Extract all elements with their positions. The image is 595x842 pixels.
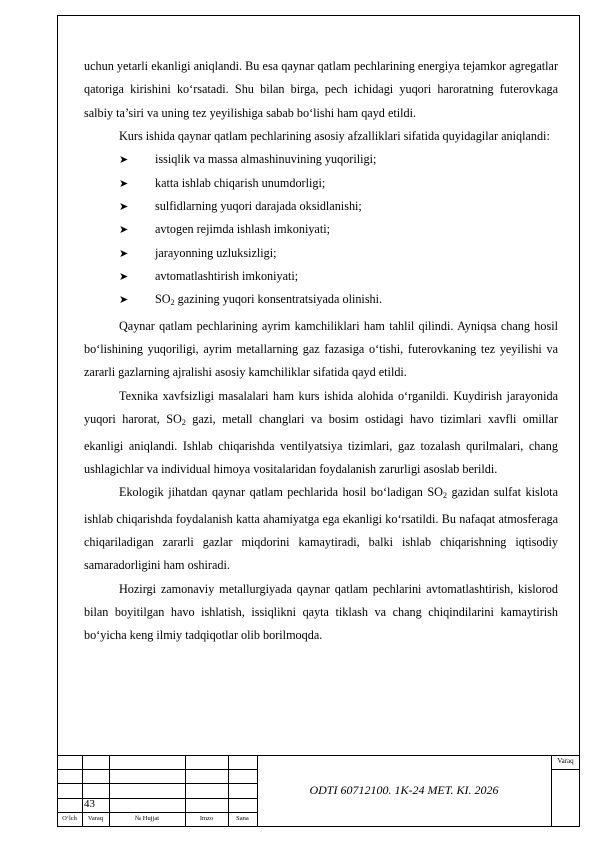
column-olch: O‘lch — [62, 815, 77, 822]
title-block — [57, 755, 580, 827]
list-item-text: jarayonning uzluksizligi; — [155, 245, 277, 260]
paragraph-1: uchun yetarli ekanligi aniqlandi. Bu esa qaynar qatlam pechlarining energiya tejamkor agregatlar qatoriga kirishini ko‘rsatadi. Shu bilan birga, pech ichidagi yuqori haroratning futerovkaga salbiy ta’siri va uning tez yeyilishiga sabab bo‘lishi ham qayd etildi. — [84, 59, 558, 120]
paragraph-5: Ekologik jihatdan qaynar qatlam pechlarida hosil bo‘ladigan $SO_2$ gazidan sulfat kislota ishlab chiqarishda foydalanish katta ahamiyatga ega ekanligi ko‘rsatildi. Bu nafaqat atmosferaga chiqariladigan zararli gazlar miqdorini kamaytiradi, balki ishlab chiqarishning iqtisodiy samaradorligini ham oshiradi. — [84, 485, 558, 573]
list-item-text: katta ishlab chiqarish unumdorligi; — [155, 175, 326, 190]
advantages-list — [84, 148, 558, 288]
page-number: 43 — [84, 798, 95, 810]
varaq-label: Varaq — [557, 757, 574, 765]
arrowhead-bullet-icon: ➤ — [119, 246, 129, 260]
column-varaq: Varaq — [87, 815, 104, 822]
list-item-text: avtomatlashtirish imkoniyati; — [155, 269, 299, 284]
list-item — [84, 172, 558, 195]
arrowhead-bullet-icon: ➤ — [119, 200, 129, 214]
column-imzo: Imzo — [199, 815, 214, 822]
paragraph-4: Texnika xavfsizligi masalalari ham kurs ishida alohida o‘rganildi. Kuydirish jarayonida yuqori harorat, $SO_2$ gazi, metall changlari va bosim ostidagi havo tizimlari xavfli omillar ekanligi aniqlandi. Ishlab chiqarishda ventilyatsiya tizimlari, gaz tozalash qurilmalari, chang ushlagichlar va individual himoya vositalaridan foydalanish zarurligi asoslab berildi. — [84, 388, 558, 476]
arrowhead-bullet-icon: ➤ — [119, 270, 129, 284]
document-body — [84, 55, 558, 648]
list-item — [84, 195, 558, 218]
list-item — [84, 218, 558, 241]
document-code: ODTI 60712100. 1K-24 MET. KI. 2026 — [309, 783, 499, 797]
paragraph-6: Hozirgi zamonaviy metallurgiyada qaynar qatlam pechlarini avtomatlashtirish, kislorod bilan boyitilgan havo ishlatish, issiqlikni qayta tiklash va chang chiqindilarini kamaytirish bo‘yicha keng ilmiy tadqiqotlar olib borilmoqda. — [84, 581, 558, 643]
list-item-text: $SO_2$ gazining yuqori konsentratsiyada olinishi. — [155, 292, 383, 308]
list-item — [84, 242, 558, 265]
arrowhead-bullet-icon: ➤ — [119, 176, 129, 190]
arrowhead-bullet-icon: ➤ — [119, 153, 129, 167]
arrowhead-bullet-icon: ➤ — [119, 223, 129, 237]
column-sana: Sana — [236, 815, 249, 822]
list-item-text: issiqlik va massa almashinuvining yuqoriligi; — [155, 152, 377, 167]
paragraph-2: Kurs ishida qaynar qatlam pechlarining asosiy afzalliklari sifatida quyidagilar aniqlandi: — [119, 129, 550, 144]
list-item — [84, 148, 558, 171]
list-item-text: sulfidlarning yuqori darajada oksidlanishi; — [155, 199, 362, 214]
arrowhead-bullet-icon: ➤ — [119, 293, 129, 307]
list-item — [84, 265, 558, 288]
list-item — [84, 288, 558, 314]
column-hujjat: № Hujjat — [134, 815, 160, 822]
paragraph-3: Qaynar qatlam pechlarining ayrim kamchiliklari ham tahlil qilindi. Ayniqsa chang hosil bo‘lishining yuqoriligi, ayrim metallarning gaz fazasiga o‘tishi, futerovkaning tez yeyilishi va zararli gazlarning ajralishi asosiy kamchiliklar sifatida qayd etildi. — [84, 318, 558, 380]
list-item-text: avtogen rejimda ishlash imkoniyati; — [155, 222, 330, 237]
